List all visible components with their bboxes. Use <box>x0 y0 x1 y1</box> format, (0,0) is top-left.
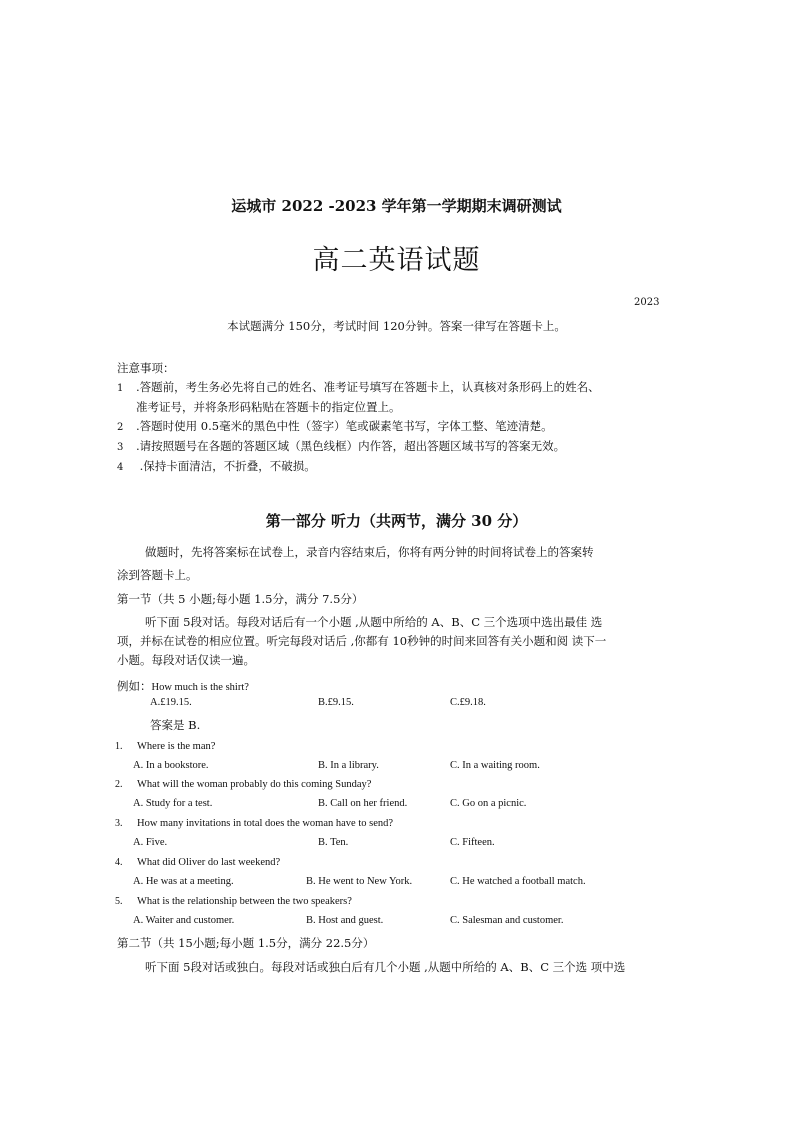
example-label: 例如： <box>117 679 152 693</box>
section1-instr-line-2: 项，并标在试卷的相应位置。听完每段对话后 ,你都有 10秒钟的时间来回答有关小题和阅 读下一 <box>117 634 607 648</box>
note-item-1-cont: 准考证号，并将条形码粘贴在答题卡的指定位置上。 <box>136 400 401 414</box>
section1-instr-line-3: 小题。每段对话仅读一遍。 <box>117 653 255 667</box>
question-number: 4. <box>115 857 123 868</box>
note-item-3 <box>117 438 565 454</box>
note-number: 4 <box>117 462 124 473</box>
question-number: 5. <box>115 896 123 907</box>
q5-option-c: C. Salesman and customer. <box>450 915 564 926</box>
note-item-1 <box>117 379 600 395</box>
q4-option-c: C. He watched a football match. <box>450 876 586 887</box>
section1-instr-line-1: 听下面 5段对话。每段对话后有一个小题 ,从题中所给的 A、B、C 三个选项中选出最佳 选 <box>145 615 603 629</box>
example-option-b: B.£9.15. <box>318 697 354 708</box>
section1-title: 第一节（共 5 小题;每小题 1.5分，满分 7.5分） <box>117 592 364 606</box>
exam-year: 2023 <box>634 297 660 308</box>
section2-title: 第二节（共 15小题;每小题 1.5分，满分 22.5分） <box>117 936 375 950</box>
note-text: .答题前，考生务必先将自己的姓名、准考证号填写在答题卡上，认真核对条形码上的姓名、 <box>136 380 600 394</box>
question-2 <box>115 779 371 790</box>
part1-intro-line-2: 涂到答题卡上。 <box>117 568 198 582</box>
question-text: How many invitations in total does the woman have to send? <box>137 818 394 829</box>
note-text: .保持卡面清洁，不折叠，不破损。 <box>136 459 316 473</box>
exam-intro: 本试题满分 150分，考试时间 120分钟。答案一律写在答题卡上。 <box>227 319 566 333</box>
example-question: How much is the shirt? <box>151 682 249 693</box>
exam-header-title: 运城市 2022 -2023 学年第一学期期末调研测试 <box>231 197 562 215</box>
q1-option-b: B. In a library. <box>318 760 379 771</box>
q3-option-b: B. Ten. <box>318 837 349 848</box>
q2-option-c: C. Go on a picnic. <box>450 798 527 809</box>
question-text: Where is the man? <box>137 741 216 752</box>
notes-title: 注意事项： <box>117 361 175 375</box>
question-5 <box>115 896 352 907</box>
note-number: 2 <box>117 422 124 433</box>
question-text: What is the relationship between the two speakers? <box>137 896 352 907</box>
example-answer: 答案是 B. <box>150 718 201 732</box>
q3-option-a: A. Five. <box>133 837 168 848</box>
question-number: 1. <box>115 741 123 752</box>
question-3 <box>115 818 393 829</box>
note-item-2 <box>117 418 553 434</box>
example-option-c: C.£9.18. <box>450 697 486 708</box>
q2-option-b: B. Call on her friend. <box>318 798 408 809</box>
section2-instr-line-1: 听下面 5段对话或独白。每段对话或独白后有几个小题 ,从题中所给的 A、B、C 三个选 项中选 <box>145 960 626 974</box>
note-item-4 <box>117 458 316 474</box>
q1-option-a: A. In a bookstore. <box>133 760 209 771</box>
question-text: What will the woman probably do this coming Sunday? <box>137 779 372 790</box>
q3-option-c: C. Fifteen. <box>450 837 495 848</box>
note-text: .请按照题号在各题的答题区域（黑色线框）内作答，超出答题区域书写的答案无效。 <box>136 439 566 453</box>
question-4 <box>115 857 280 868</box>
question-number: 3. <box>115 818 123 829</box>
example-line <box>117 675 249 694</box>
part1-intro-line-1: 做题时，先将答案标在试卷上，录音内容结束后，你将有两分钟的时间将试卷上的答案转 <box>145 545 594 559</box>
q5-option-b: B. Host and guest. <box>306 915 384 926</box>
note-number: 1 <box>117 383 124 394</box>
q5-option-a: A. Waiter and customer. <box>133 915 235 926</box>
question-number: 2. <box>115 779 123 790</box>
question-text: What did Oliver do last weekend? <box>137 857 281 868</box>
q2-option-a: A. Study for a test. <box>133 798 213 809</box>
q4-option-b: B. He went to New York. <box>306 876 413 887</box>
note-text: .答题时使用 0.5毫米的黑色中性（签字）笔或碳素笔书写，字体工整、笔迹清楚。 <box>136 419 553 433</box>
part1-title: 第一部分 听力（共两节，满分 30 分） <box>265 512 528 530</box>
note-number: 3 <box>117 442 124 453</box>
q4-option-a: A. He was at a meeting. <box>133 876 234 887</box>
q1-option-c: C. In a waiting room. <box>450 760 540 771</box>
question-1 <box>115 741 215 752</box>
example-option-a: A.£19.15. <box>150 697 192 708</box>
exam-main-title: 高二英语试题 <box>312 245 481 276</box>
